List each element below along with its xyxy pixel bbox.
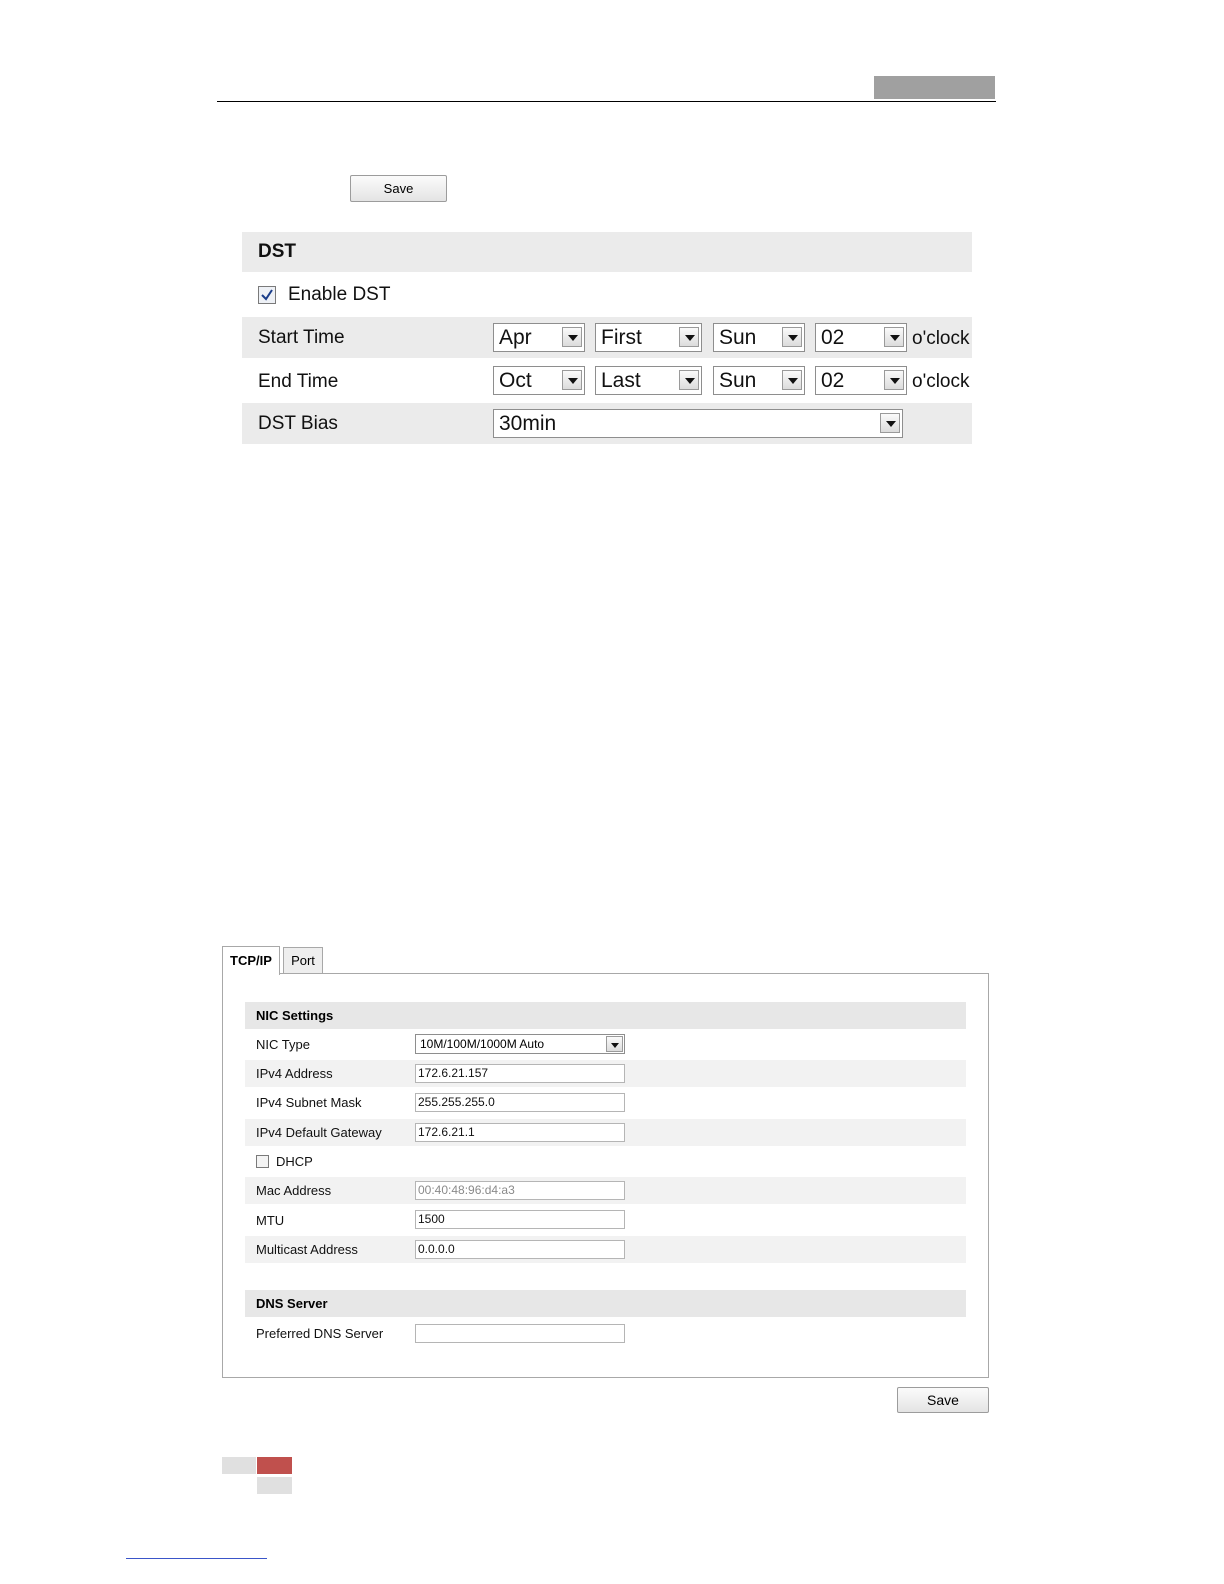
start-oclock-label: o'clock — [912, 328, 970, 349]
footer-block-red — [257, 1457, 292, 1474]
mac-address-label: Mac Address — [256, 1183, 332, 1198]
end-time-label: End Time — [258, 371, 339, 392]
tab-port[interactable]: Port — [283, 947, 323, 973]
checkmark-icon — [259, 287, 275, 303]
end-week-select[interactable] — [595, 366, 702, 395]
ipv4-subnet-input[interactable]: 255.255.255.0 — [415, 1093, 625, 1112]
mtu-input[interactable]: 1500 — [415, 1210, 625, 1229]
multicast-input[interactable]: 0.0.0.0 — [415, 1240, 625, 1259]
dropdown-arrow-icon — [606, 1036, 623, 1052]
start-day-select[interactable] — [713, 323, 805, 352]
end-month-select[interactable] — [493, 366, 585, 395]
preferred-dns-label: Preferred DNS Server — [256, 1326, 384, 1341]
dhcp-label: DHCP — [276, 1154, 313, 1169]
start-hour-value: 02 — [821, 326, 845, 349]
nic-settings-header — [245, 1002, 966, 1029]
dns-server-header — [245, 1290, 966, 1317]
enable-dst-label: Enable DST — [288, 284, 391, 305]
dropdown-arrow-icon — [884, 327, 904, 347]
start-time-label: Start Time — [258, 327, 345, 348]
end-week-value: Last — [601, 369, 641, 392]
multicast-label: Multicast Address — [256, 1242, 358, 1257]
start-week-value: First — [601, 326, 642, 349]
end-hour-value: 02 — [821, 369, 845, 392]
end-month-value: Oct — [499, 369, 532, 392]
footer-block-gray-lower — [257, 1477, 292, 1494]
dst-header — [242, 232, 972, 272]
ipv4-gateway-label: IPv4 Default Gateway — [256, 1125, 382, 1140]
end-hour-select[interactable] — [815, 366, 907, 395]
dropdown-arrow-icon — [884, 370, 904, 390]
start-month-value: Apr — [499, 326, 532, 349]
dropdown-arrow-icon — [679, 370, 699, 390]
mac-address-input: 00:40:48:96:d4:a3 — [415, 1181, 625, 1200]
dst-bias-value: 30min — [499, 412, 557, 435]
dropdown-arrow-icon — [562, 370, 582, 390]
end-oclock-label: o'clock — [912, 371, 970, 392]
footer-link-underline[interactable] — [126, 1558, 267, 1559]
enable-dst-checkbox[interactable] — [258, 286, 276, 304]
start-week-select[interactable] — [595, 323, 702, 352]
ipv4-subnet-label: IPv4 Subnet Mask — [256, 1095, 362, 1110]
nic-type-select[interactable] — [415, 1034, 625, 1054]
save-button-bottom[interactable]: Save — [897, 1387, 989, 1413]
start-month-select[interactable] — [493, 323, 585, 352]
dst-bias-select[interactable] — [493, 409, 903, 438]
dst-title: DST — [258, 241, 296, 262]
start-day-value: Sun — [719, 326, 757, 349]
dropdown-arrow-icon — [880, 413, 900, 433]
footer-block-gray — [222, 1457, 256, 1474]
nic-type-value: 10M/100M/1000M Auto — [420, 1037, 545, 1051]
nic-type-label: NIC Type — [256, 1037, 310, 1052]
end-day-value: Sun — [719, 369, 757, 392]
ipv4-address-input[interactable]: 172.6.21.157 — [415, 1064, 625, 1083]
ipv4-gateway-input[interactable]: 172.6.21.1 — [415, 1123, 625, 1142]
dropdown-arrow-icon — [782, 370, 802, 390]
tab-tcpip[interactable]: TCP/IP — [222, 946, 280, 975]
dropdown-arrow-icon — [679, 327, 699, 347]
save-button-top[interactable]: Save — [350, 175, 447, 202]
header-rule — [217, 101, 996, 102]
dst-bias-label: DST Bias — [258, 413, 338, 434]
dhcp-checkbox[interactable] — [256, 1155, 269, 1168]
header-tab-marker — [874, 76, 995, 99]
end-day-select[interactable] — [713, 366, 805, 395]
preferred-dns-input[interactable] — [415, 1324, 625, 1343]
ipv4-address-label: IPv4 Address — [256, 1066, 333, 1081]
dropdown-arrow-icon — [562, 327, 582, 347]
start-hour-select[interactable] — [815, 323, 907, 352]
dropdown-arrow-icon — [782, 327, 802, 347]
dns-server-title: DNS Server — [256, 1296, 328, 1311]
nic-settings-title: NIC Settings — [256, 1008, 334, 1023]
mtu-label: MTU — [256, 1213, 285, 1228]
